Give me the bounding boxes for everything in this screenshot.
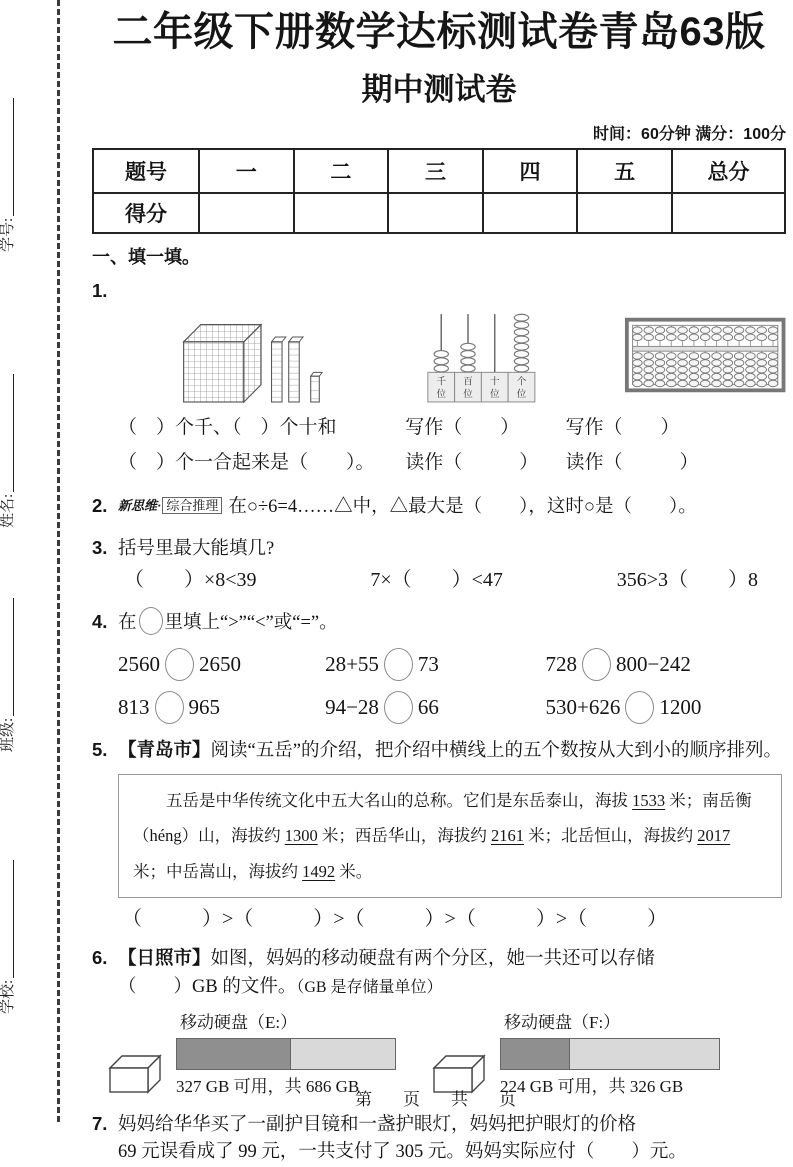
question-3-prompt: 括号里最大能填几? [118,538,275,559]
ten-rod-1 [272,342,283,402]
question-6-city-tag: 【日照市】 [118,949,211,970]
q4-item-4-left: 813 [118,695,150,719]
ten-rod-2-top [289,337,303,342]
q4-item-4 [118,691,325,724]
question-3 [92,534,786,596]
score-cell-3 [388,193,483,233]
score-table-col-4: 四 [483,149,578,193]
question-4-row-1 [118,648,786,681]
score-table-col-3: 三 [388,149,483,193]
passage-segment: 五岳是中华传统文化中五大名山的总称。它们是东岳泰山，海拔 [166,790,633,810]
q3-item-3: 356>3（ ）8 [616,569,758,592]
q1-counter-write-blank: 写作（ ） [405,416,520,438]
q4-item-1-right: 2650 [199,652,241,676]
drive-f-name: 移动硬盘（F:） [504,1012,621,1032]
question-1-line-2 [118,449,786,478]
ten-rod-1-top [272,337,286,342]
q4-item-5-circle [384,691,413,724]
question-2-text: 在○÷6=4……△中，△最大是（ ），这时○是（ ）。 [228,496,697,517]
school-blank-line [13,860,14,978]
question-1-figures [118,309,786,407]
score-table-col-5: 五 [577,149,672,193]
svg-text:位: 位 [436,388,446,400]
score-table-col-1: 一 [199,149,294,193]
q4-item-2-right: 73 [417,652,439,676]
score-row-label: 得分 [93,193,199,233]
q4-item-3-circle [582,648,611,681]
q4-item-2 [325,648,545,681]
drive-f-used-segment [501,1039,570,1069]
badge-tag: 综合推理 [162,497,222,514]
q1-abacus-write-blank: 写作（ ） [565,416,680,438]
svg-text:十: 十 [489,376,500,388]
drive-f-usage-bar [500,1038,720,1070]
student-name-label: 姓名: [0,493,16,528]
student-id-blank-line [13,98,14,216]
score-table-col-2: 二 [294,149,389,193]
question-5-prompt: 阅读“五岳”的介绍，把介绍中横线上的五个数按从大到小的顺序排列。 [210,741,782,761]
question-4-prompt-prefix: 在 [118,613,137,634]
passage-segment: 米。 [335,861,373,881]
question-7 [92,1110,786,1167]
question-3-number: 3. [92,536,108,558]
chinese-abacus-figure [624,315,786,395]
school-label: 学校: [0,979,16,1014]
five-mountains-passage-box [118,774,782,898]
badge-brand: 新思维· [118,497,162,513]
q4-item-5 [325,691,545,724]
drive-e-caption: 327 GB 可用，共 686 GB [176,1077,360,1097]
question-5-number: 5. [92,739,108,760]
passage-segment: 米；中岳嵩山，海拔约 [133,861,303,881]
page-footer: 第 页 共 页 [355,1090,523,1109]
q3-item-2: 7×（ ）<47 [370,569,503,592]
question-4 [92,607,786,724]
svg-text:位: 位 [489,388,500,400]
q4-item-2-left: 28+55 [325,652,379,676]
svg-text:千: 千 [436,376,446,388]
drive-e-name: 移动硬盘（E:） [180,1012,298,1032]
question-1-line-1 [118,414,786,443]
question-6 [92,944,786,1100]
ones-stack [311,376,320,402]
paper-content [92,8,786,1167]
passage-segment: 米；西岳华山，海拔约 [317,826,491,846]
underlined-number: 1300 [284,826,318,846]
q4-item-1-left: 2560 [118,652,160,676]
score-table-score-row [93,193,785,233]
q4-item-5-right: 66 [417,695,439,719]
q4-item-3 [546,648,786,681]
q4-item-3-right: 800−242 [616,652,691,676]
passage-segment: 米；北岳恒山，海拔约 [523,826,698,846]
score-table-col-total: 总分 [672,149,785,193]
q4-item-1-circle [165,648,194,681]
time-score-info: 时间：60分钟 满分：100分 [593,126,786,143]
section-1-heading: 一、填一填。 [92,247,200,267]
score-cell-total [672,193,785,233]
paper-subtitle: 期中测试卷 [361,72,517,107]
question-2-number: 2. [92,494,108,516]
binding-dashed-line [57,0,60,1122]
student-name-field [0,343,16,528]
q4-item-6-left: 530+626 [545,695,621,719]
q4-item-2-circle [384,648,413,681]
underlined-number: 2161 [490,826,524,846]
question-4-row-2 [118,691,786,724]
drive-f-caption: 224 GB 可用，共 326 GB [500,1077,684,1097]
underlined-number: 1533 [632,790,666,810]
svg-text:位: 位 [463,388,473,400]
question-5 [92,736,786,934]
drive-e-used-segment [177,1039,291,1069]
q4-prompt-circle [139,607,163,635]
question-3-items [118,563,786,595]
question-7-number: 7. [92,1112,108,1134]
score-table-header-label: 题号 [93,149,199,193]
q1-blocks-blank-2: （ ）个一合起来是（ ）。 [118,452,375,474]
score-cell-4 [483,193,578,233]
q4-item-4-circle [155,691,184,724]
score-table [92,148,786,234]
question-6-prompt-2: （ ）GB 的文件。 [118,976,297,997]
q4-item-1 [118,648,325,681]
question-6-number: 6. [92,947,108,969]
q1-counter-read-blank: 读作（ ） [405,452,539,474]
underlined-number: 1492 [302,861,336,881]
svg-text:个: 个 [516,376,527,388]
question-2 [92,492,786,522]
question-5-answer-blanks: （ ）>（ ）>（ ）>（ ）>（ ） [122,908,668,931]
place-value-counter-figure [425,309,538,407]
new-thinking-badge [118,496,222,516]
q1-blocks-blank-1: （ ）个千、（ ）个十和 [118,416,337,438]
question-7-text-2: 69 元误看成了 99 元，一共支付了 305 元。妈妈实际应付（ ）元。 [118,1142,687,1163]
student-name-blank-line [13,374,14,492]
ten-rod-2 [289,342,300,402]
school-field [0,829,16,1014]
score-table-header-row [93,149,785,193]
class-label: 班级: [0,717,16,752]
underlined-number: 2017 [697,826,731,846]
class-field [0,567,16,752]
question-6-prompt-1: 如图，妈妈的移动硬盘有两个分区，她一共还可以存储 [210,949,655,970]
svg-text:位: 位 [516,388,527,400]
ones-stack-top [311,372,322,376]
q4-item-6-circle [625,691,654,724]
class-blank-line [13,598,14,716]
paper-title: 二年级下册数学达标测试卷青岛63版 [112,10,766,54]
question-4-number: 4. [92,611,108,633]
q4-item-4-right: 965 [188,695,220,719]
q3-item-1: （ ）×8<39 [124,569,257,592]
student-id-field [0,67,16,252]
passage-segment: 米；南岳衡（héng）山，海拔约 [133,790,752,846]
thousand-cube-front [184,342,244,402]
score-cell-2 [294,193,389,233]
q1-abacus-read-blank: 读作（ ） [565,452,699,474]
base-ten-blocks-figure [176,311,329,407]
student-id-label: 学号: [0,217,16,252]
question-4-prompt-suffix: 里填上“>”“<”或“=”。 [164,613,338,634]
q4-item-5-left: 94−28 [325,695,379,719]
svg-text:百: 百 [463,376,473,388]
q4-item-6-right: 1200 [659,695,702,719]
drive-e-usage-bar [176,1038,396,1070]
question-1-number: 1. [92,280,108,301]
score-cell-5 [577,193,672,233]
question-1 [92,277,786,478]
q4-item-6 [546,691,786,724]
question-6-note: （GB 是存储量单位） [296,978,443,996]
question-5-city-tag: 【青岛市】 [118,741,211,761]
q4-item-3-left: 728 [545,652,578,676]
question-7-text-1: 妈妈给华华买了一副护目镜和一盏护眼灯，妈妈把护眼灯的价格 [118,1114,637,1135]
score-cell-1 [199,193,294,233]
